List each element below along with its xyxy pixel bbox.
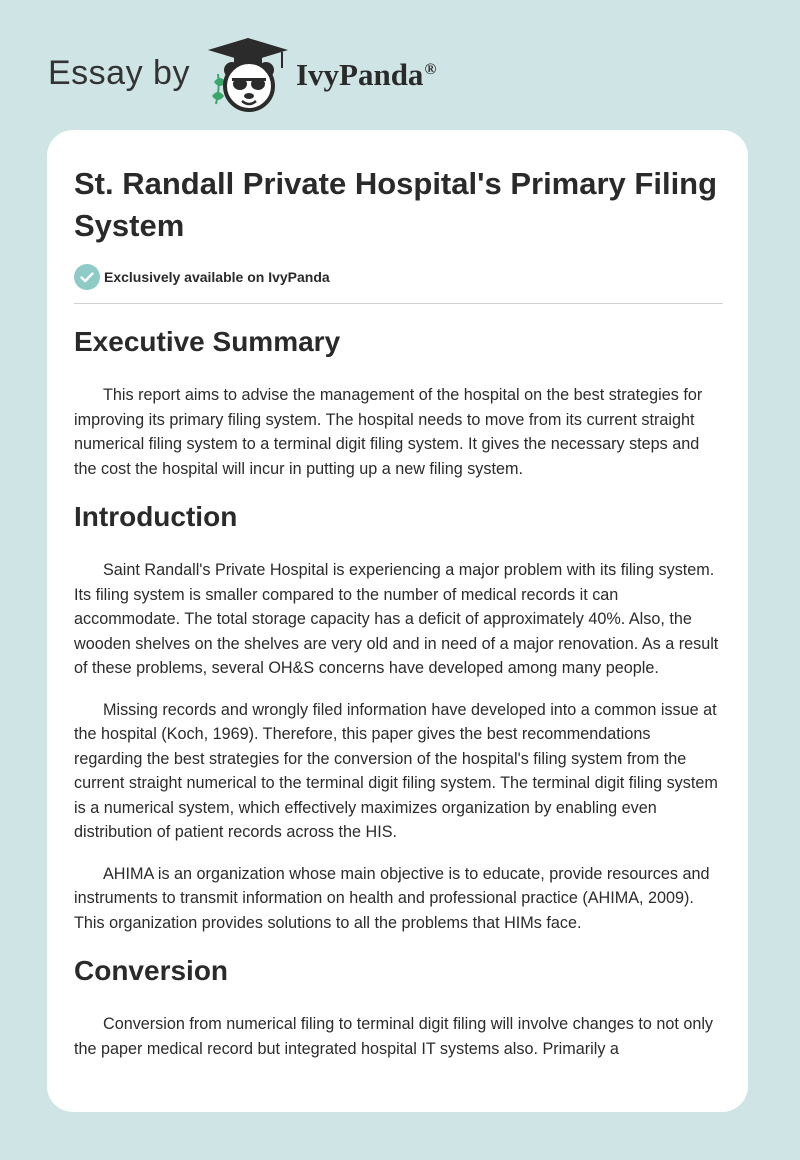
- section-heading: Conversion: [74, 955, 229, 986]
- article-body: [74, 323, 723, 1078]
- divider: [74, 303, 723, 304]
- site-header: [48, 28, 436, 118]
- brand-name[interactable]: [296, 57, 436, 93]
- registered-mark: ®: [424, 60, 437, 78]
- essay-card: [47, 130, 748, 1112]
- paragraph: Missing records and wrongly filed information have developed into a common issue at the hospital (Koch, 1969). Therefore, this paper gives the best recommendations regarding the best strategies for the conversion of the hospital's filing system from the current straight numerical to the terminal digit filing system. The terminal digit filing system is a numerical system, which effectively maximizes organization by enabling even distribution of patient records across the HIS.: [74, 700, 718, 841]
- paragraph: This report aims to advise the management of the hospital on the best strategies for improving its primary filing system. The hospital needs to move from its current straight numerical filing system to a terminal digit filing system. It gives the necessary steps and the cost the hospital will incur in putting up a new filing system.: [74, 386, 703, 478]
- badge-label: Exclusively available on IvyPanda: [104, 269, 330, 285]
- panda-logo-icon[interactable]: [204, 34, 292, 112]
- section-executive-summary: [74, 323, 723, 481]
- section-conversion: [74, 952, 723, 1061]
- brand-name-text: IvyPanda: [295, 57, 424, 92]
- page-title: St. Randall Private Hospital's Primary Filing System: [74, 166, 718, 243]
- paragraph: AHIMA is an organization whose main objective is to educate, provide resources and instruments to transmit information on health and professional practice (AHIMA, 2009). This organization provides solutions to all the problems that HIMs face.: [74, 864, 710, 932]
- exclusive-badge: [74, 264, 330, 290]
- brand-prefix: Essay by: [48, 53, 190, 92]
- section-introduction: [74, 498, 723, 935]
- check-circle-icon: [74, 264, 100, 290]
- paragraph: Conversion from numerical filing to terminal digit filing will involve changes to not only the paper medical record but integrated hospital IT systems also. Primarily a: [74, 1015, 714, 1058]
- section-heading: Introduction: [74, 501, 238, 532]
- paragraph: Saint Randall's Private Hospital is experiencing a major problem with its filing system. Its filing system is smaller compared to the number of medical records it can accommodate. The total storage capacity has a deficit of approximately 40%. Also, the wooden shelves on the shelves are very old and in need of a major renovation. As a result of these problems, several OH&S concerns have developed among many people.: [74, 561, 719, 677]
- section-heading: Executive Summary: [74, 326, 341, 357]
